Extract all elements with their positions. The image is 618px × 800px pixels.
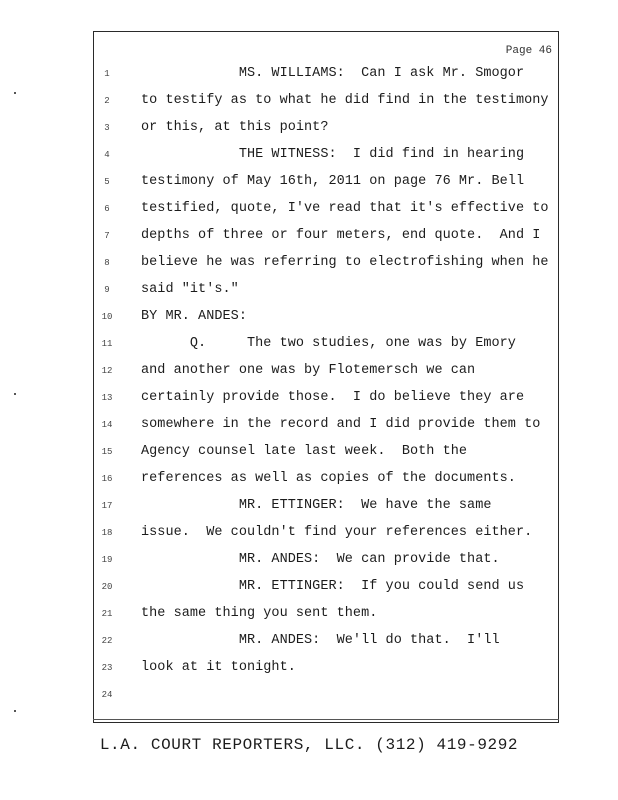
line-number: 9 <box>104 285 110 295</box>
transcript-line: testimony of May 16th, 2011 on page 76 Mr. Bell <box>141 174 525 189</box>
transcript-line: said "it's." <box>141 282 239 297</box>
line-number: 11 <box>101 339 113 349</box>
bottom-rule <box>93 719 559 720</box>
transcript-line: believe he was referring to electrofishing when he <box>141 255 549 270</box>
line-number: 24 <box>101 690 113 700</box>
transcript-line: somewhere in the record and I did provide them to <box>141 417 541 432</box>
scan-speck <box>14 92 16 94</box>
line-number: 23 <box>101 663 113 673</box>
transcript-line: BY MR. ANDES: <box>141 309 247 324</box>
transcript-line: depths of three or four meters, end quote. And I <box>141 228 541 243</box>
line-number: 2 <box>104 96 110 106</box>
transcript-line: MR. ETTINGER: We have the same <box>141 498 492 513</box>
line-number: 14 <box>101 420 113 430</box>
line-number: 6 <box>104 204 110 214</box>
transcript-line: Q. The two studies, one was by Emory <box>141 336 516 351</box>
line-number: 13 <box>101 393 113 403</box>
line-number: 8 <box>104 258 110 268</box>
line-number: 19 <box>101 555 113 565</box>
line-number: 7 <box>104 231 110 241</box>
page-number: Page 46 <box>505 45 552 57</box>
transcript-line: MS. WILLIAMS: Can I ask Mr. Smogor <box>141 66 525 81</box>
transcript-line: and another one was by Flotemersch we can <box>141 363 476 378</box>
line-number: 5 <box>104 177 110 187</box>
reporter-footer: L.A. COURT REPORTERS, LLC. (312) 419-9292 <box>99 736 519 754</box>
line-number: 10 <box>101 312 113 322</box>
line-number: 17 <box>101 501 113 511</box>
transcript-line: references as well as copies of the documents. <box>141 471 516 486</box>
line-number: 4 <box>104 150 110 160</box>
transcript-line: MR. ANDES: We can provide that. <box>141 552 500 567</box>
transcript-line: certainly provide those. I do believe they are <box>141 390 525 405</box>
line-number: 15 <box>101 447 113 457</box>
transcript-line: THE WITNESS: I did find in hearing <box>141 147 525 162</box>
line-number: 1 <box>104 69 110 79</box>
transcript-line: Agency counsel late last week. Both the <box>141 444 468 459</box>
transcript-line: look at it tonight. <box>141 660 296 675</box>
line-number: 20 <box>101 582 113 592</box>
line-number: 3 <box>104 123 110 133</box>
transcript-line: to testify as to what he did find in the testimony <box>141 93 549 108</box>
transcript-line: testified, quote, I've read that it's effective to <box>141 201 549 216</box>
line-number: 16 <box>101 474 113 484</box>
transcript-line: the same thing you sent them. <box>141 606 378 621</box>
transcript-line: issue. We couldn't find your references either. <box>141 525 533 540</box>
transcript-line: MR. ETTINGER: If you could send us <box>141 579 525 594</box>
line-number: 21 <box>101 609 113 619</box>
scan-speck <box>14 710 16 712</box>
line-number: 12 <box>101 366 113 376</box>
transcript-line: or this, at this point? <box>141 120 329 135</box>
line-number: 22 <box>101 636 113 646</box>
scan-speck <box>14 393 16 395</box>
transcript-line: MR. ANDES: We'll do that. I'll <box>141 633 500 648</box>
line-number: 18 <box>101 528 113 538</box>
